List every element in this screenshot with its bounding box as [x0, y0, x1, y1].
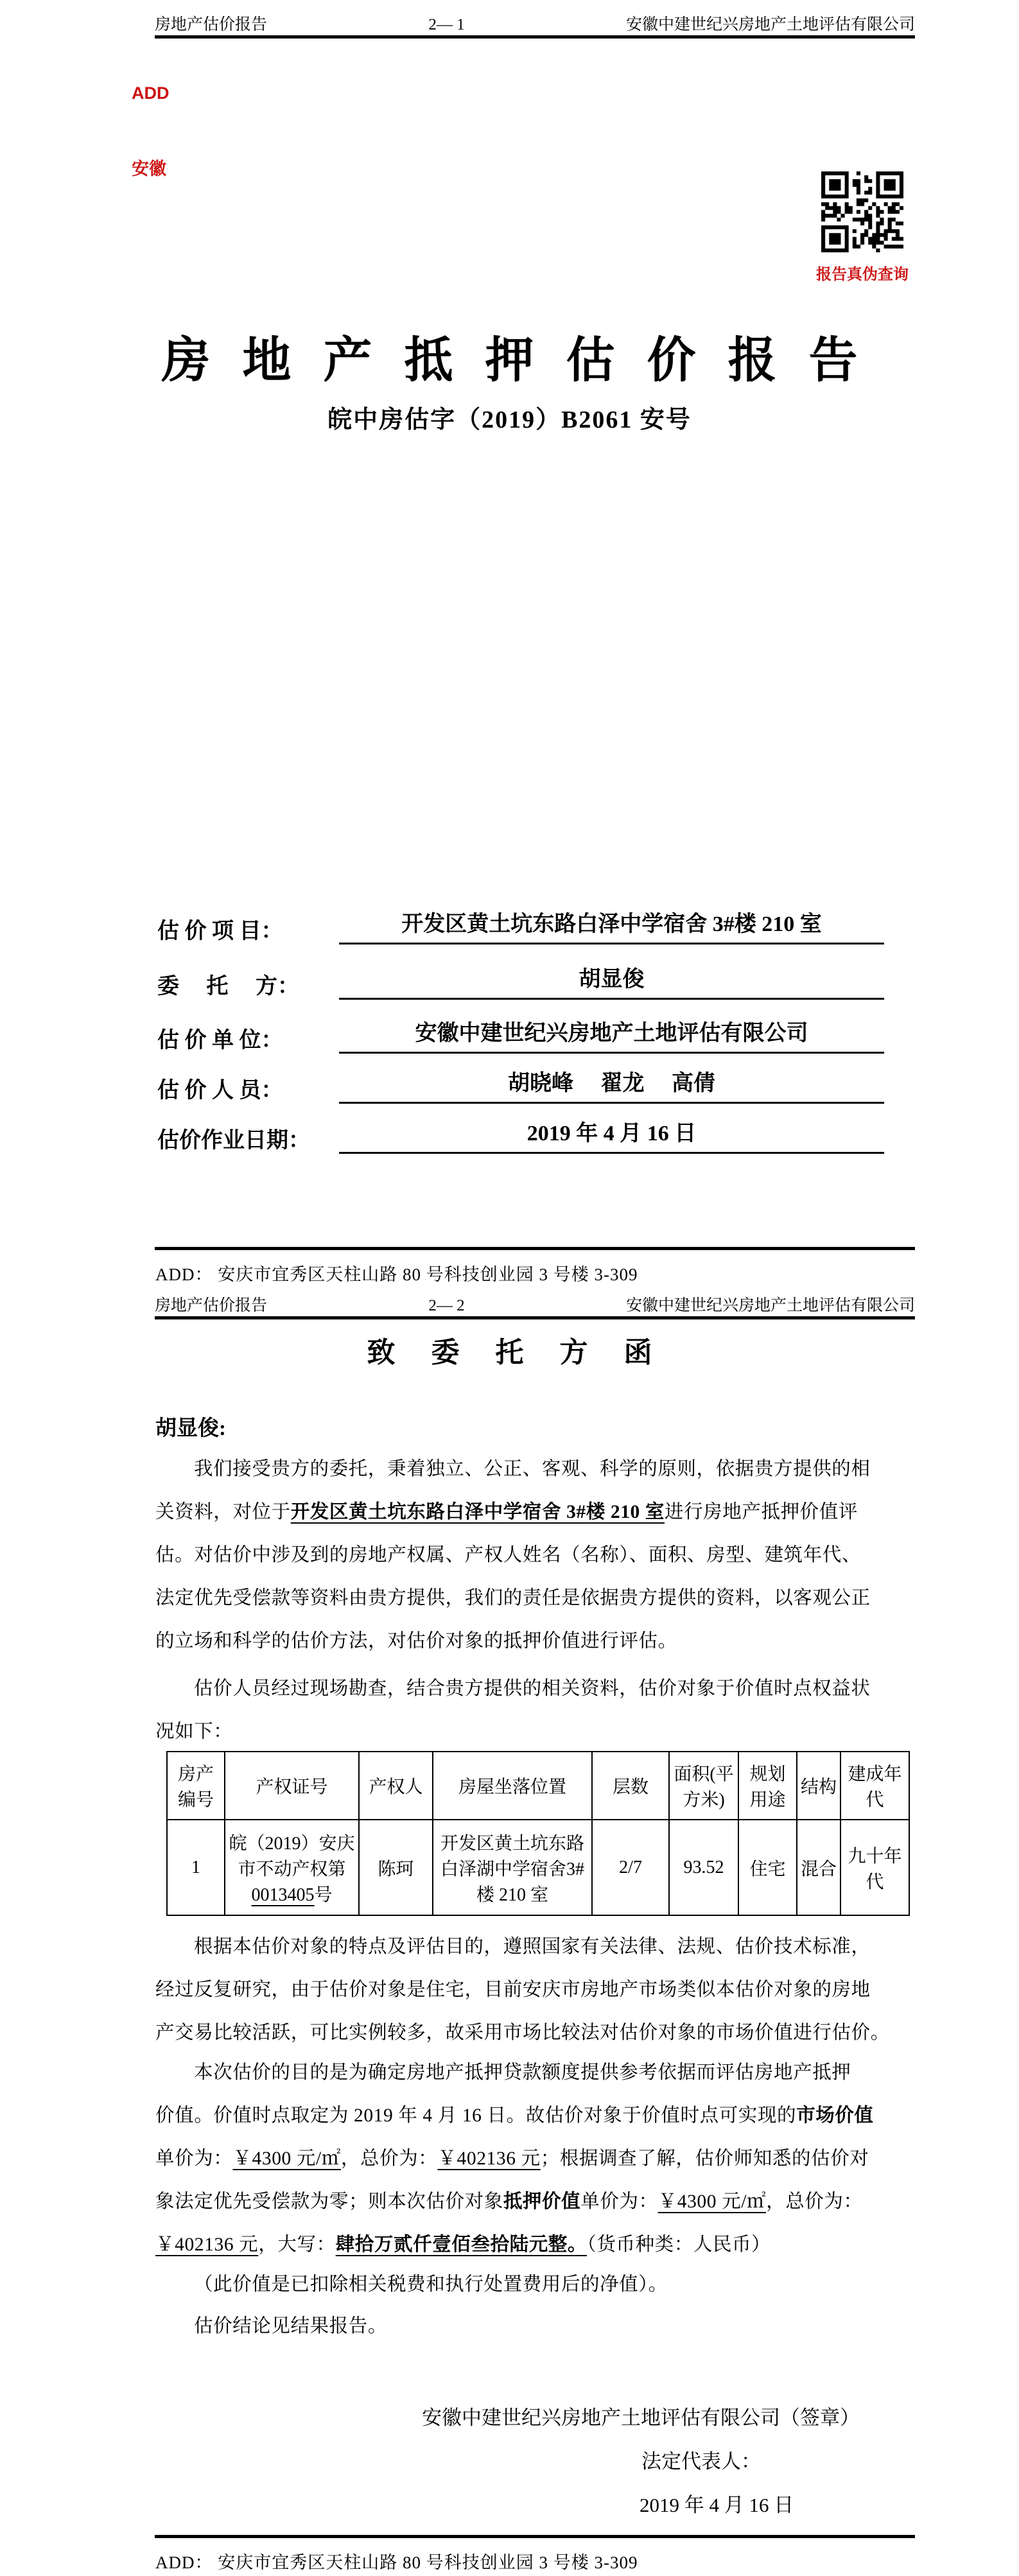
text-line: [155, 2305, 916, 2348]
text-segment: ￥4300 元/㎡: [658, 2191, 767, 2212]
cover-field-value: 2019 年 4 月 16 日: [339, 1115, 884, 1154]
letter-closing-conclusion: [155, 2305, 916, 2348]
doc-number: 皖中房估字（2019）B2061 安号: [327, 406, 692, 433]
text-line: [155, 1491, 916, 1534]
table-header-cell: 房屋坐落位置: [433, 1752, 592, 1820]
text-line: [155, 2224, 916, 2267]
letter-salutation: 胡显俊:: [155, 1417, 226, 1440]
text-segment: 的立场和科学的估价方法，对估价对象的抵押价值进行评估。: [155, 1631, 677, 1651]
text-line: [155, 1926, 916, 1969]
text-segment: 进行房地产抵押价值评: [664, 1502, 858, 1522]
page2-header-doc-type: 房地产估价报告: [155, 1297, 268, 1314]
cover-field-value: 开发区黄土坑东路白泽中学宿舍 3#楼 210 室: [339, 906, 884, 944]
text-line: [155, 2137, 916, 2180]
cover-field-label: 估价作业日期：: [157, 1129, 310, 1153]
text-segment: 价值。价值时点取定为 2019 年 4 月 16 日。故估价对象于价值时点可实现的: [155, 2105, 797, 2126]
page1-header-page-number: 2— 1: [428, 16, 465, 33]
property-table: [166, 1751, 910, 1916]
letter-paragraph-4: [155, 2051, 916, 2267]
cover-field-row: [157, 1065, 884, 1104]
text-segment: 号: [314, 1884, 333, 1905]
report-title: 房地产抵押估价报告: [161, 334, 890, 388]
property-table-data-row: [167, 1820, 909, 1915]
table-header-cell: 结构: [797, 1752, 840, 1820]
text-segment: 1: [191, 1857, 200, 1877]
text-segment: 市场价值: [796, 2105, 874, 2126]
text-segment: ￥4300 元/㎡: [232, 2148, 341, 2169]
text-segment: 开发区黄土坑东路白泽湖中学宿舍3#楼 210 室: [440, 1833, 584, 1905]
page2-footer-rule: [155, 2535, 915, 2538]
text-segment: 象法定优先受偿款为零；则本次估价对象: [155, 2191, 503, 2212]
cover-field-row: [157, 1115, 884, 1154]
page2-header-page-number: 2— 2: [428, 1297, 465, 1314]
text-segment: ；根据调查了解，估价师知悉的估价对: [540, 2148, 869, 2169]
page2-footer-address: ADD： 安庆市宜秀区天柱山路 80 号科技创业园 3 号楼 3-309: [155, 2553, 638, 2572]
text-line: [155, 1577, 916, 1620]
text-segment: 2/7: [619, 1857, 642, 1877]
cover-field-label: 估 价 人 员：: [157, 1079, 283, 1102]
text-segment: 单价为：: [155, 2148, 233, 2169]
text-line: [155, 2094, 916, 2137]
table-header-cell: 产权人: [359, 1752, 433, 1820]
table-data-cell: [433, 1820, 592, 1915]
text-segment: 抵押价值: [503, 2191, 581, 2212]
signature-date: 2019 年 4 月 16 日: [640, 2494, 794, 2516]
text-segment: 根据本估价对象的特点及评估目的，遵照国家有关法律、法规、估价技术标准，: [194, 1936, 871, 1957]
table-data-cell: [592, 1820, 669, 1915]
page1-header-rule: [155, 35, 915, 39]
text-line: [155, 1667, 916, 1710]
text-segment: 0013405: [251, 1884, 315, 1905]
text-segment: 我们接受贵方的委托，秉着独立、公正、客观、科学的原则，依据贵方提供的相: [194, 1459, 871, 1479]
page1-header: [155, 12, 915, 35]
cover-field-label: 委 托 方：: [157, 975, 299, 998]
text-line: [155, 2263, 916, 2306]
letter-title: 致委托方函: [367, 1337, 688, 1368]
table-header-cell: 规划用途: [738, 1752, 797, 1820]
text-segment: ，大写：: [258, 2234, 336, 2255]
page1-footer-rule: [155, 1247, 915, 1250]
table-header-cell: 层数: [592, 1752, 669, 1820]
cover-field-label: 估 价 项 目：: [157, 919, 283, 943]
page1-header-company: 安徽中建世纪兴房地产土地评估有限公司: [625, 16, 915, 33]
text-line: [155, 1448, 916, 1491]
text-line: [155, 2012, 916, 2055]
qr-code: [821, 171, 903, 252]
cover-field-row: [157, 961, 884, 1000]
text-segment: （此价值是已扣除相关税费和执行处置费用后的净值）。: [194, 2274, 668, 2295]
cover-field-row: [157, 1015, 884, 1054]
text-segment: 本次估价的目的是为确定房地产抵押贷款额度提供参考依据而评估房地产抵押: [194, 2062, 851, 2083]
cover-field-row: [157, 906, 884, 944]
cover-field-label: 估 价 单 位：: [157, 1029, 283, 1052]
text-segment: 况如下：: [155, 1721, 233, 1742]
cover-field-value: 胡显俊: [339, 961, 884, 1000]
qr-caption: 报告真伪查询: [816, 266, 909, 283]
table-data-cell: [669, 1820, 738, 1915]
text-segment: 陈珂: [378, 1859, 414, 1879]
table-data-cell: [359, 1820, 433, 1915]
table-header-cell: 面积(平方米): [669, 1752, 738, 1820]
letter-paragraph-1: [155, 1448, 916, 1663]
table-data-cell: [167, 1820, 225, 1915]
text-segment: （货币种类：人民币）: [587, 2234, 771, 2255]
text-line: [155, 1534, 916, 1577]
text-line: [155, 1710, 916, 1754]
page1-footer-address: ADD： 安庆市宜秀区天柱山路 80 号科技创业园 3 号楼 3-309: [155, 1265, 638, 1284]
letter-paragraph-2: [155, 1667, 916, 1754]
letter-closing-note: [155, 2263, 916, 2306]
text-segment: ￥402136 元: [437, 2148, 541, 2169]
text-line: [155, 2051, 916, 2094]
text-segment: 混合: [800, 1859, 837, 1879]
property-table-header-row: [167, 1752, 909, 1820]
text-segment: 九十年代: [848, 1846, 902, 1892]
text-segment: 经过反复研究，由于估价对象是住宅，目前安庆市房地产市场类似本估价对象的房地: [155, 1980, 871, 2000]
text-segment: 关资料，对位于: [155, 1502, 291, 1522]
text-segment: 皖（2019）安庆市不动产权第: [229, 1833, 355, 1879]
text-segment: ￥402136 元: [155, 2234, 259, 2255]
table-data-cell: [797, 1820, 840, 1915]
signature-legal-rep: 法定代表人：: [641, 2450, 761, 2473]
text-segment: 估。对估价中涉及到的房地产权属、产权人姓名（名称）、面积、房型、建筑年代、: [155, 1545, 861, 1565]
table-data-cell: [840, 1820, 909, 1915]
text-segment: 估价人员经过现场勘查，结合贵方提供的相关资料，估价对象于价值时点权益状: [194, 1678, 871, 1699]
text-segment: 开发区黄土坑东路白泽中学宿舍 3#楼 210 室: [290, 1502, 665, 1522]
text-line: [155, 1620, 916, 1663]
text-segment: ，总价为：: [340, 2148, 438, 2169]
table-header-cell: 房产编号: [167, 1752, 225, 1820]
red-stamp-fragment-add: ADD: [132, 83, 170, 103]
cover-field-value: 胡晓峰 翟龙 高倩: [339, 1065, 884, 1104]
table-header-cell: 建成年代: [840, 1752, 909, 1820]
table-data-cell: [225, 1820, 359, 1915]
table-data-cell: [738, 1820, 797, 1915]
signature-company: 安徽中建世纪兴房地产土地评估有限公司（签章）: [422, 2406, 860, 2429]
letter-paragraph-3: [155, 1926, 916, 2055]
text-segment: 住宅: [749, 1859, 786, 1879]
table-header-cell: 产权证号: [225, 1752, 359, 1820]
red-stamp-fragment-anhui: 安徽: [132, 159, 166, 178]
page1-header-doc-type: 房地产估价报告: [155, 16, 268, 33]
cover-field-value: 安徽中建世纪兴房地产土地评估有限公司: [339, 1015, 884, 1054]
page2-header-rule: [155, 1316, 915, 1319]
text-segment: 肆拾万贰仟壹佰叁拾陆元整。: [335, 2234, 587, 2255]
text-segment: 产交易比较活跃，可比实例较多，故采用市场比较法对估价对象的市场价值进行估价。: [155, 2023, 890, 2043]
text-segment: ，总价为：: [766, 2191, 863, 2212]
text-line: [155, 1969, 916, 2012]
text-segment: 单价为：: [580, 2191, 658, 2212]
page2-header: [155, 1292, 915, 1316]
text-segment: 93.52: [683, 1857, 724, 1877]
text-line: [155, 2180, 916, 2224]
text-segment: 法定优先受偿款等资料由贵方提供，我们的责任是依据贵方提供的资料，以客观公正: [155, 1588, 871, 1608]
page2-header-company: 安徽中建世纪兴房地产土地评估有限公司: [625, 1297, 915, 1314]
text-segment: 估价结论见结果报告。: [194, 2316, 388, 2337]
